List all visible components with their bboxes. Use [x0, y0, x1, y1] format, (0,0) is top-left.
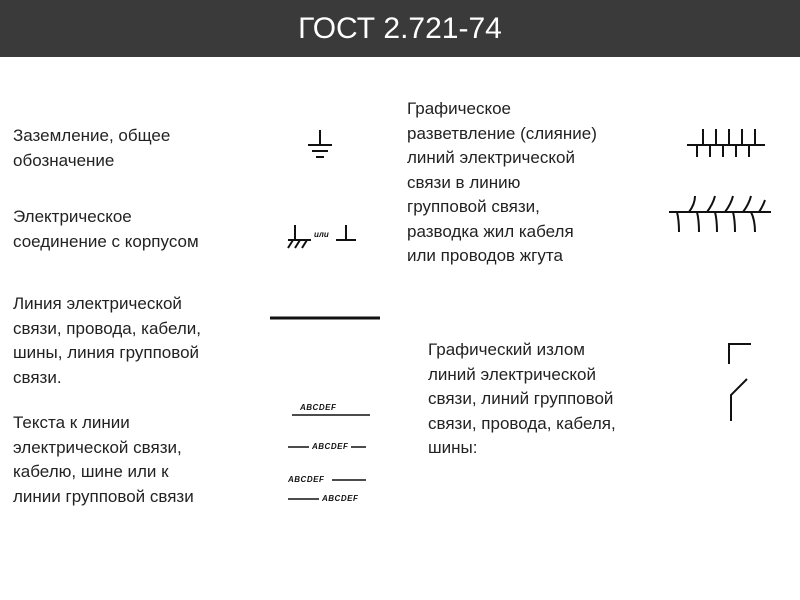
- communication-line-text: Линия электрической связи, провода, кабели, шины, линия групповой связи.: [13, 294, 201, 387]
- grounding-text: Заземление, общее обозначение: [13, 126, 171, 170]
- chassis-alt-icon: [333, 220, 359, 250]
- line-text-text: Текста к линии электрической связи, кабелю, шине или к линии групповой связи: [13, 413, 194, 506]
- line-bend-diagonal-icon: [725, 375, 755, 425]
- chassis-or-label: или: [314, 230, 329, 239]
- line-bend-corner-icon: [725, 340, 755, 366]
- sample-label-1: ABCDEF: [300, 403, 337, 412]
- grounding-symbol-icon: [300, 125, 340, 165]
- sample-line-4: [287, 496, 322, 502]
- sample-line-2a: [287, 444, 312, 450]
- cable-wiring-icon: [667, 190, 777, 240]
- chassis-ground-icon: [285, 220, 315, 250]
- page-title: ГОСТ 2.721-74: [298, 12, 502, 45]
- chassis-connection-text: Электрическое соединение с корпусом: [13, 207, 199, 251]
- communication-line-icon: [268, 312, 383, 324]
- sample-line-2b: [350, 444, 370, 450]
- sample-line-1: [290, 412, 375, 418]
- line-bend-text: Графический излом линий электрической связи, линий групповой связи, провода, кабеля, шины:: [428, 340, 616, 457]
- sample-label-3: ABCDEF: [288, 475, 325, 484]
- sample-label-4: ABCDEF: [322, 494, 359, 503]
- branching-symbol-icon: [685, 125, 770, 161]
- sample-line-3: [330, 477, 370, 483]
- sample-label-2: ABCDEF: [312, 442, 349, 451]
- branching-text: Графическое разветвление (слияние) линий электрической связи в линию групповой связи, разводка жил кабеля или проводов жгута: [407, 99, 597, 265]
